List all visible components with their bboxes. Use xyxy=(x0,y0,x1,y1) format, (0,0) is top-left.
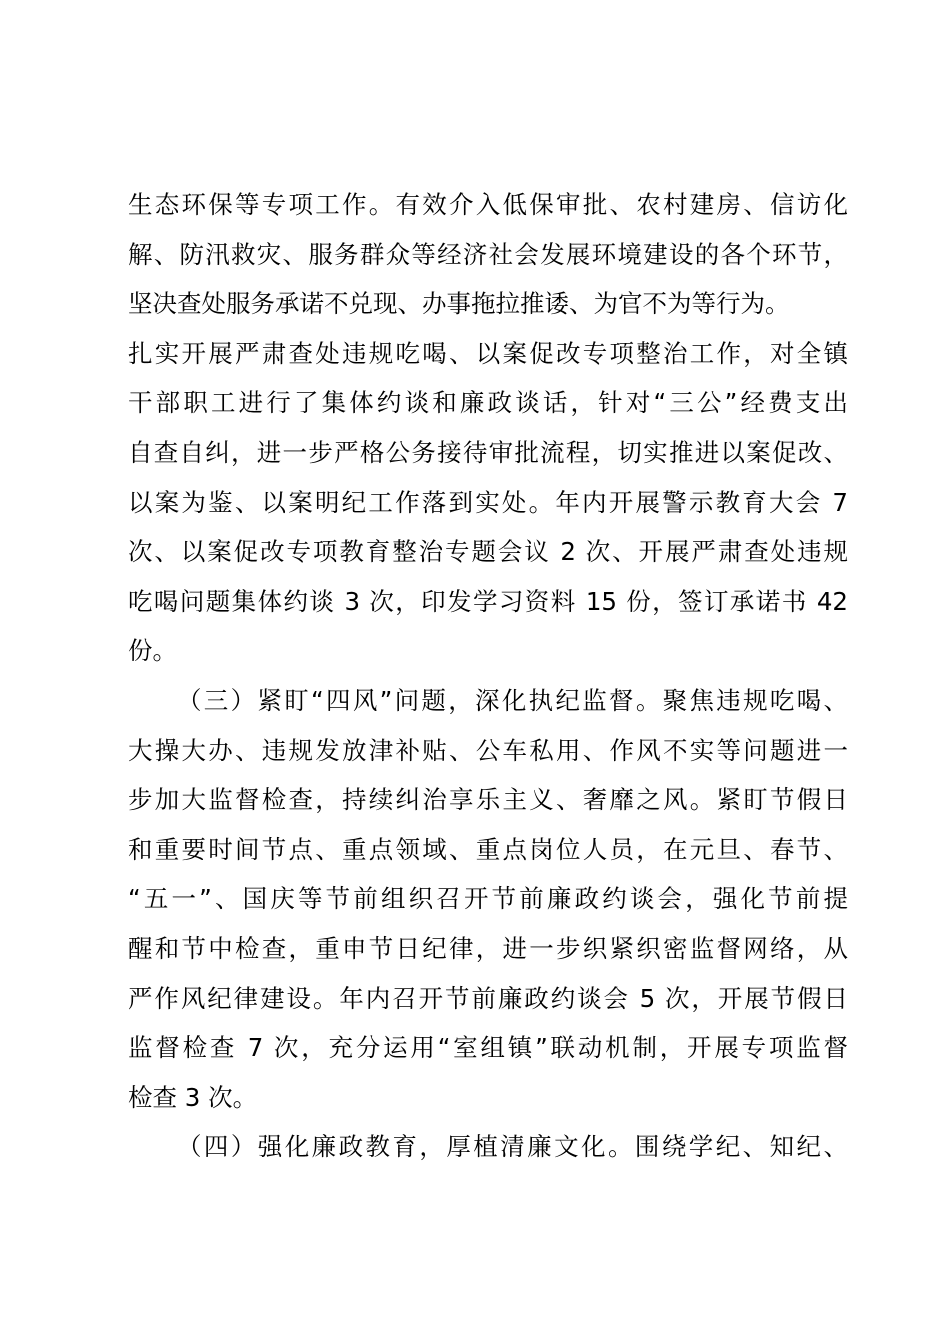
text-line: “五一”、国庆等节前组织召开节前廉政约谈会，强化节前提 xyxy=(128,884,848,914)
text-line: 次、以案促改专项教育整治专题会议 2 次、开展严肃查处违规 xyxy=(128,537,848,567)
section-heading-line: （四）强化廉政教育，厚植清廉文化。围绕学纪、知纪、 xyxy=(177,1132,848,1162)
text-line: 和重要时间节点、重点领域、重点岗位人员，在元旦、春节、 xyxy=(128,834,848,864)
text-line: 大操大办、违规发放津补贴、公车私用、作风不实等问题进一 xyxy=(128,735,848,765)
text-line: 干部职工进行了集体约谈和廉政谈话，针对“三公”经费支出 xyxy=(128,388,848,418)
document-body xyxy=(128,180,848,1172)
text-line: 以案为鉴、以案明纪工作落到实处。年内开展警示教育大会 7 xyxy=(128,487,848,517)
text-line: 检查 3 次。 xyxy=(128,1082,258,1112)
text-line: 生态环保等专项工作。有效介入低保审批、农村建房、信访化 xyxy=(128,190,848,219)
text-line: 扎实开展严肃查处违规吃喝、以案促改专项整治工作，对全镇 xyxy=(128,338,848,368)
text-line: 吃喝问题集体约谈 3 次，印发学习资料 15 份，签订承诺书 42 xyxy=(128,586,848,616)
text-line: 坚决查处服务承诺不兑现、办事拖拉推诿、为官不为等行为。 xyxy=(128,289,790,319)
text-line: 步加大监督检查，持续纠治享乐主义、奢靡之风。紧盯节假日 xyxy=(128,785,848,815)
text-line: 严作风纪律建设。年内召开节前廉政约谈会 5 次，开展节假日 xyxy=(128,983,848,1013)
text-line: 自查自纠，进一步严格公务接待审批流程，切实推进以案促改、 xyxy=(128,437,848,467)
text-line: 醒和节中检查，重申节日纪律，进一步织紧织密监督网络，从 xyxy=(128,933,848,963)
text-line: 解、防汛救灾、服务群众等经济社会发展环境建设的各个环节， xyxy=(128,239,848,269)
section-heading-line: （三）紧盯“四风”问题，深化执纪监督。聚焦违规吃喝、 xyxy=(177,685,848,715)
text-line: 监督检查 7 次，充分运用“室组镇”联动机制，开展专项监督 xyxy=(128,1033,848,1063)
text-line: 份。 xyxy=(128,636,177,666)
